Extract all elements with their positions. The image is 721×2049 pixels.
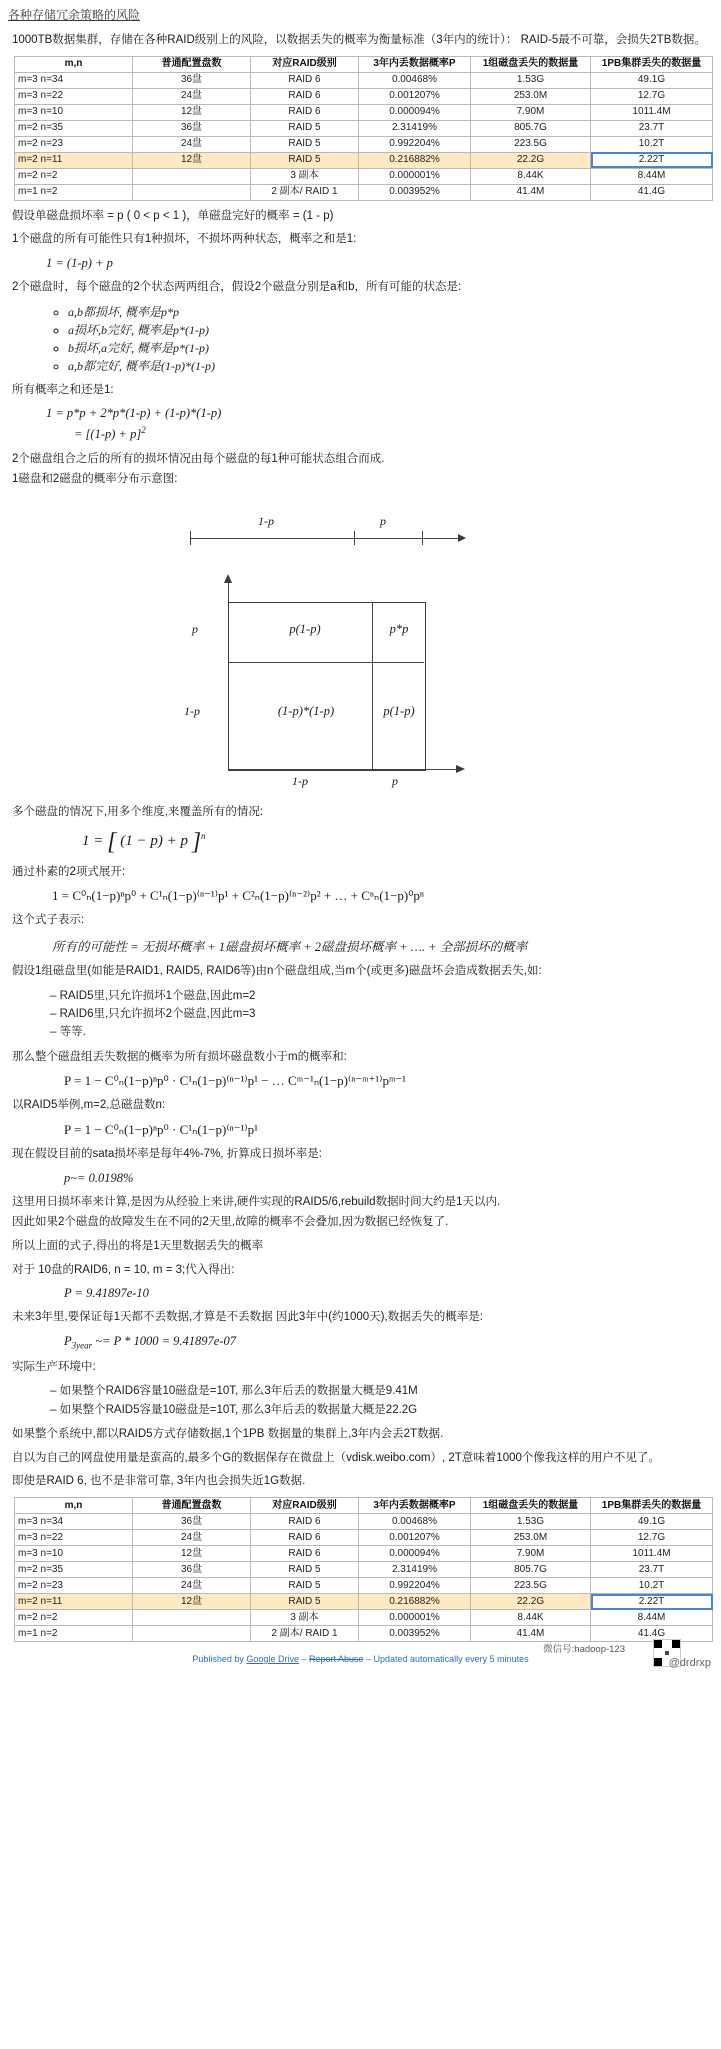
col-header-mn: m,n [15, 1498, 133, 1514]
para-multi-disk: 多个磁盘的情况下,用多个维度,来覆盖所有的情况: [12, 805, 264, 818]
cell-mn: m=2 n=23 [15, 136, 133, 152]
cell-disks [133, 1610, 251, 1626]
para-group-assumption: 假设1组磁盘里(如能是RAID1, RAID5, RAID6等)由n个磁盘组成,当m个(或更多)磁盘坏会造成数据丢失,如: [12, 964, 542, 977]
col-header-cluster-loss: 1PB集群丢失的数据量 [591, 56, 713, 72]
cell-mn: m=2 n=35 [15, 120, 133, 136]
two-disk-state-list [12, 303, 711, 375]
list-item: – 如果整个RAID5容量10磁盘是=10T, 那么3年后丢的数据量大概是22.2G [50, 1401, 711, 1419]
cell-raid: RAID 6 [251, 104, 359, 120]
cell-disks: 36盘 [133, 1514, 251, 1530]
wechat-id-label: 微信号:hadoop-123 [543, 1644, 625, 1656]
para-one-disk-states: 1个磁盘的所有可能性只有1种损坏，不损坏两种状态，概率之和是1: [12, 233, 357, 246]
table-row [15, 1514, 713, 1530]
cell-top-right: p*p [389, 621, 409, 636]
formula-p3year-lhs: P [64, 1334, 72, 1349]
cell-cluster-loss: 8.44M [591, 168, 713, 184]
grid-vertical-divider [372, 602, 373, 769]
table-row [15, 168, 713, 184]
probability-distribution-diagram [172, 494, 602, 794]
cell-cluster-loss: 41.4G [591, 1626, 713, 1642]
cell-group-loss: 8.44K [471, 168, 591, 184]
cell-disks: 24盘 [133, 88, 251, 104]
table-row [15, 184, 713, 200]
formula-n-body: (1 − p) + p [120, 832, 188, 849]
list-item: – RAID5里,只允许损坏1个磁盘,因此m=2 [50, 987, 711, 1005]
cell-group-loss: 805.7G [471, 1562, 591, 1578]
cell-cluster-loss-selected: 2.22T [591, 152, 713, 168]
cell-disks: 24盘 [133, 136, 251, 152]
top-axis-tick-start [190, 531, 191, 545]
cell-disks: 36盘 [133, 120, 251, 136]
top-axis-tick-end [422, 531, 423, 545]
cell-prob: 0.000094% [359, 1546, 471, 1562]
cell-group-loss: 223.5G [471, 136, 591, 152]
para-raid6-note: 即使是RAID 6, 也不是非常可靠, 3年内也会损失近1G数据. [12, 1475, 306, 1488]
para-raid5-example: 以RAID5举例,m=2,总磁盘数n: [12, 1099, 166, 1112]
cell-raid: RAID 6 [251, 1530, 359, 1546]
cell-cluster-loss: 49.1G [591, 1514, 713, 1530]
cell-disks [133, 184, 251, 200]
para-loss-probability: 那么整个磁盘组丢失数据的概率为所有损坏磁盘数小于m的概率和: [12, 1050, 347, 1063]
table-row [15, 1610, 713, 1626]
cell-raid: 2 副本/ RAID 1 [251, 184, 359, 200]
cell-raid: 3 副本 [251, 168, 359, 184]
formula-n-exponent: n [201, 830, 206, 841]
cell-group-loss: 22.2G [471, 1594, 591, 1610]
page-footer [0, 1644, 721, 1671]
cell-raid: RAID 6 [251, 1546, 359, 1562]
cell-prob: 0.001207% [359, 1530, 471, 1546]
cell-mn: m=3 n=10 [15, 1546, 133, 1562]
col-header-raid: 对应RAID级别 [251, 56, 359, 72]
para-diagram-caption: 1磁盘和2磁盘的概率分布示意图: [12, 473, 178, 486]
formula-n-dim [82, 829, 711, 856]
footer-sep: – [298, 1654, 309, 1665]
cell-mn: m=3 n=10 [15, 104, 133, 120]
col-header-group-loss: 1组磁盘丢失的数据量 [471, 56, 591, 72]
production-loss-list [12, 1382, 711, 1419]
cell-group-loss: 41.4M [471, 1626, 591, 1642]
cell-mn: m=2 n=11 [15, 1594, 133, 1610]
cell-raid: RAID 6 [251, 72, 359, 88]
formula-loss-raid5: P = 1 − C⁰ₙ(1−p)ⁿp⁰ · C¹ₙ(1−p)⁽ⁿ⁻¹⁾p¹ [64, 1122, 258, 1138]
cell-group-loss: 1.53G [471, 1514, 591, 1530]
cell-disks: 12盘 [133, 1546, 251, 1562]
cell-prob: 0.216882% [359, 152, 471, 168]
top-axis-tick-mid [354, 531, 355, 545]
table-row [15, 1530, 713, 1546]
para-meaning: 这个式子表示: [12, 914, 85, 927]
col-header-disks: 普通配置盘数 [133, 56, 251, 72]
para-combination: 2个磁盘组合之后的所有的损坏情况由每个磁盘的每1种可能状态组合而成. [12, 452, 385, 465]
cell-disks: 12盘 [133, 104, 251, 120]
formula-one-disk: 1 = (1-p) + p [46, 256, 113, 271]
cell-raid: RAID 6 [251, 1514, 359, 1530]
cell-bottom-right: p(1-p) [383, 703, 415, 718]
cell-mn: m=2 n=35 [15, 1562, 133, 1578]
list-item: ◦ b损坏,a完好, 概率是p*(1-p) [68, 339, 711, 357]
raid-tolerance-list [12, 987, 711, 1042]
raid-risk-table-bottom [14, 1497, 713, 1642]
col-header-prob: 3年内丢数据概率P [359, 56, 471, 72]
col-header-disks: 普通配置盘数 [133, 1498, 251, 1514]
cell-top-left: p(1-p) [289, 621, 321, 636]
table-row [15, 104, 713, 120]
list-item: – 等等. [50, 1023, 711, 1041]
cell-raid: 3 副本 [251, 1610, 359, 1626]
list-item: – RAID6里,只允许损坏2个磁盘,因此m=3 [50, 1005, 711, 1023]
para-production: 实际生产环境中: [12, 1360, 96, 1373]
formula-loss-general: P = 1 − C⁰ₙ(1−p)ⁿp⁰ · C¹ₙ(1−p)⁽ⁿ⁻¹⁾p¹ − … Cᵐ⁻¹ₙ(1−p)⁽ⁿ⁻ᵐ⁺¹⁾pᵐ⁻¹ [64, 1073, 407, 1089]
cell-mn: m=2 n=2 [15, 168, 133, 184]
footer-published-by: Published by [192, 1654, 247, 1665]
table-row-highlighted [15, 152, 713, 168]
intro-paragraph: 1000TB数据集群，存储在各种RAID级别上的风险，以数据丢失的概率为衡量标准（3年内的统计）： RAID-5最不可靠，会损失2TB数据。 [12, 34, 706, 46]
top-axis-line [190, 538, 460, 539]
cell-prob: 2.31419% [359, 1562, 471, 1578]
cell-disks [133, 1626, 251, 1642]
cell-cluster-loss: 23.7T [591, 120, 713, 136]
cell-raid: RAID 5 [251, 152, 359, 168]
cell-prob: 0.992204% [359, 136, 471, 152]
table-row [15, 136, 713, 152]
para-raid5-cluster: 如果整个系统中,都以RAID5方式存储数据,1个1PB 数据量的集群上,3年内会丢2T数据. [12, 1428, 444, 1441]
google-drive-link[interactable]: Google Drive [246, 1654, 299, 1665]
formula-p3year-subscript: 3year [71, 1340, 93, 1351]
cell-mn: m=2 n=23 [15, 1578, 133, 1594]
cell-cluster-loss: 12.7G [591, 88, 713, 104]
cell-cluster-loss: 12.7G [591, 1530, 713, 1546]
cell-raid: RAID 6 [251, 88, 359, 104]
cell-group-loss: 7.90M [471, 1546, 591, 1562]
cell-cluster-loss: 10.2T [591, 1578, 713, 1594]
cell-mn: m=3 n=22 [15, 1530, 133, 1546]
formula-daily-rate: p~= 0.0198% [64, 1170, 134, 1185]
para-raid6-10disk: 对于 10盘的RAID6, n = 10, m = 3;代入得出: [12, 1263, 235, 1276]
cell-disks: 12盘 [133, 152, 251, 168]
x-axis-arrow [456, 765, 465, 773]
formula-meaning: 所有的可能性 = 无损坏概率 + 1磁盘损坏概率 + 2磁盘损坏概率 + …. + 全部损坏的概率 [52, 939, 528, 954]
cell-prob: 0.003952% [359, 184, 471, 200]
cell-group-loss: 22.2G [471, 152, 591, 168]
cell-cluster-loss-selected: 2.22T [591, 1594, 713, 1610]
table-header-row [15, 56, 713, 72]
para-why-daily: 这里用日损坏率来计算,是因为从经验上来讲,硬件实现的RAID5/6,rebuild数据时间大约是1天以内. [12, 1195, 501, 1208]
table-row [15, 1578, 713, 1594]
cell-disks: 36盘 [133, 72, 251, 88]
table-row [15, 1626, 713, 1642]
cell-prob: 0.000001% [359, 1610, 471, 1626]
list-item: – 如果整个RAID6容量10磁盘是=10T, 那么3年后丢的数据量大概是9.41M [50, 1382, 711, 1400]
document-body [0, 32, 721, 1642]
cell-cluster-loss: 8.44M [591, 1610, 713, 1626]
cell-mn: m=3 n=22 [15, 88, 133, 104]
cell-group-loss: 1.53G [471, 72, 591, 88]
raid-risk-table-top [14, 56, 713, 201]
cell-group-loss: 805.7G [471, 120, 591, 136]
cell-disks: 24盘 [133, 1578, 251, 1594]
formula-two-disk-expand: 1 = p*p + 2*p*(1-p) + (1-p)*(1-p) [46, 406, 222, 421]
formula-two-disk-base: = [(1-p) + p] [74, 427, 142, 442]
bracket-left: [ [107, 828, 117, 855]
author-handle: @drdrxp [668, 1657, 711, 1670]
list-item: ◦ a,b都完好, 概率是(1-p)*(1-p) [68, 357, 711, 375]
para-binomial-expand: 通过朴素的2项式展开: [12, 865, 126, 878]
para-single-disk-rate: 假设单磁盘损坏率 = p ( 0 < p < 1 )，单磁盘完好的概率 = (1 - p) [12, 209, 334, 222]
formula-binomial: 1 = C⁰ₙ(1−p)ⁿp⁰ + C¹ₙ(1−p)⁽ⁿ⁻¹⁾p¹ + C²ₙ(1−p)⁽ⁿ⁻²⁾p² + … + Cⁿₙ(1−p)⁰pⁿ [52, 888, 425, 904]
cell-disks: 24盘 [133, 1530, 251, 1546]
table-row [15, 120, 713, 136]
cell-group-loss: 253.0M [471, 88, 591, 104]
footer-updated-text: – Updated automatically every 5 minutes [363, 1654, 529, 1665]
cell-cluster-loss: 41.4G [591, 184, 713, 200]
report-abuse-link[interactable]: Report Abuse [308, 1654, 364, 1665]
para-sum-is-one: 所有概率之和还是1: [12, 383, 114, 396]
cell-group-loss: 7.90M [471, 104, 591, 120]
cell-prob: 0.001207% [359, 88, 471, 104]
formula-p3year [64, 1334, 711, 1351]
table-row [15, 72, 713, 88]
cell-cluster-loss: 1011.4M [591, 104, 713, 120]
cell-mn: m=3 n=34 [15, 1514, 133, 1530]
table-row-highlighted [15, 1594, 713, 1610]
para-personal-note: 自以为自己的网盘使用量是蛮高的,最多个G的数据保存在微盘上（vdisk.weibo.com）, 2T意味着1000个像我这样的用户不见了。 [12, 1451, 660, 1464]
cell-prob: 2.31419% [359, 120, 471, 136]
cell-raid: RAID 5 [251, 120, 359, 136]
y-label-1-minus-p: 1-p [184, 703, 200, 718]
cell-prob: 0.003952% [359, 1626, 471, 1642]
cell-raid: 2 副本/ RAID 1 [251, 1626, 359, 1642]
table-header-row [15, 1498, 713, 1514]
formula-n-lhs: 1 = [82, 832, 104, 849]
cell-disks: 12盘 [133, 1594, 251, 1610]
formula-p3year-rhs: ~= P * 1000 = 9.41897e-07 [95, 1334, 237, 1349]
para-one-day-loss: 所以上面的式子,得出的将是1天里数据丢失的概率 [12, 1240, 264, 1253]
x-label-1-minus-p: 1-p [292, 773, 308, 788]
cell-prob: 0.000001% [359, 168, 471, 184]
cell-group-loss: 41.4M [471, 184, 591, 200]
list-item: ◦ a损坏,b完好, 概率是p*(1-p) [68, 321, 711, 339]
bracket-right: ] [191, 828, 202, 855]
col-header-prob: 3年内丢数据概率P [359, 1498, 471, 1514]
col-header-group-loss: 1组磁盘丢失的数据量 [471, 1498, 591, 1514]
formula-p-value: P = 9.41897e-10 [64, 1286, 149, 1301]
footer-publish-line [10, 1654, 711, 1665]
page-title: 各种存储冗余策略的风险 [8, 8, 141, 22]
cell-prob: 0.00468% [359, 72, 471, 88]
para-sata-rate: 现在假设目前的sata损坏率是每年4%-7%, 折算成日损坏率是: [12, 1148, 322, 1161]
y-axis-arrow [224, 574, 232, 583]
cell-prob: 0.216882% [359, 1594, 471, 1610]
col-header-raid: 对应RAID级别 [251, 1498, 359, 1514]
table-row [15, 1562, 713, 1578]
x-label-p: p [392, 773, 398, 788]
cell-mn: m=3 n=34 [15, 72, 133, 88]
cell-raid: RAID 5 [251, 1562, 359, 1578]
table-row [15, 88, 713, 104]
col-header-mn: m,n [15, 56, 133, 72]
cell-group-loss: 8.44K [471, 1610, 591, 1626]
cell-mn: m=1 n=2 [15, 1626, 133, 1642]
formula-two-disk-compact [74, 425, 711, 442]
cell-mn: m=1 n=2 [15, 184, 133, 200]
cell-mn: m=2 n=2 [15, 1610, 133, 1626]
cell-cluster-loss: 23.7T [591, 1562, 713, 1578]
cell-group-loss: 223.5G [471, 1578, 591, 1594]
cell-prob: 0.00468% [359, 1514, 471, 1530]
cell-group-loss: 253.0M [471, 1530, 591, 1546]
list-item: ◦ a,b都损坏, 概率是p*p [68, 303, 711, 321]
top-label-1-minus-p: 1-p [258, 513, 274, 528]
cell-cluster-loss: 49.1G [591, 72, 713, 88]
cell-bottom-left: (1-p)*(1-p) [277, 703, 335, 718]
cell-prob: 0.992204% [359, 1578, 471, 1594]
cell-raid: RAID 5 [251, 136, 359, 152]
cell-mn: m=2 n=11 [15, 152, 133, 168]
col-header-cluster-loss: 1PB集群丢失的数据量 [591, 1498, 713, 1514]
formula-two-disk-exponent: 2 [141, 425, 146, 436]
para-3year: 未来3年里,要保证每1天都不丢数据,才算是不丢数据 因此3年中(约1000天),数据丢失的概率是: [12, 1311, 483, 1324]
cell-raid: RAID 5 [251, 1594, 359, 1610]
cell-cluster-loss: 10.2T [591, 136, 713, 152]
table-row [15, 1546, 713, 1562]
grid-horizontal-divider [228, 662, 424, 663]
cell-prob: 0.000094% [359, 104, 471, 120]
cell-raid: RAID 5 [251, 1578, 359, 1594]
cell-cluster-loss: 1011.4M [591, 1546, 713, 1562]
cell-disks [133, 168, 251, 184]
top-axis-arrow [458, 534, 466, 542]
y-label-p: p [192, 621, 198, 636]
cell-disks: 36盘 [133, 1562, 251, 1578]
para-two-disk-states: 2个磁盘时，每个磁盘的2个状态两两组合，假设2个磁盘分别是a和b，所有可能的状态是: [12, 281, 462, 294]
para-no-accumulate: 因此如果2个磁盘的故障发生在不同的2天里,故障的概率不会叠加,因为数据已经恢复了. [12, 1216, 449, 1229]
top-label-p: p [380, 513, 386, 528]
